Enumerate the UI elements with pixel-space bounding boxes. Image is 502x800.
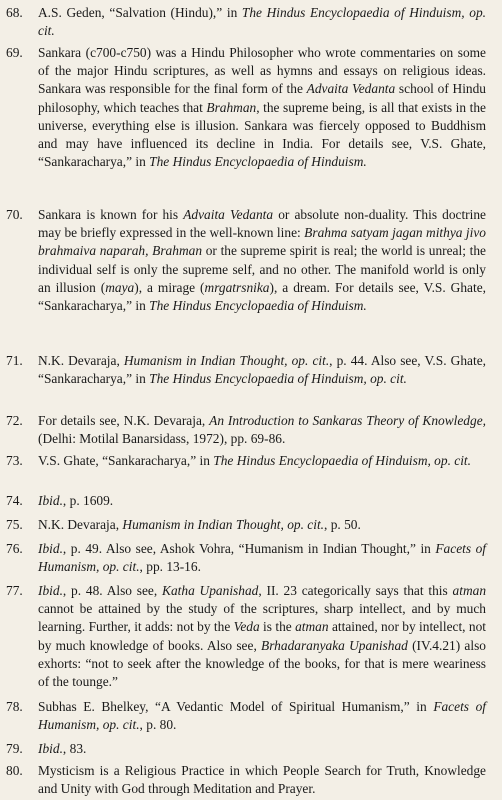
footnote-number: 77.: [6, 583, 23, 598]
footnote-number: 73.: [6, 453, 23, 468]
footnote-77: [6, 582, 496, 691]
footnote-text: Ibid., 83.: [38, 741, 87, 756]
footnote-text: Mysticism is a Religious Practice in which People Search for Truth, Knowledge and Unity with God through Meditation and Prayer.: [38, 763, 486, 797]
footnote-text: Ibid., p. 48. Also see, Katha Upanishad, II. 23 categorically says that this atman cannot be attained by the study of the scriptures, sharp intellect, and by much learning. Further, it adds: not by the Veda is the atman attained, nor by intellect, not by much knowledge of books. Also see, Brhadaranyaka Upanishad (IV.4.21) also exhorts: “not to seek after the knowledge of the books, for that is mere weariness of the tounge.”: [38, 583, 487, 690]
footnote-number: 76.: [6, 541, 23, 556]
footnote-text: N.K. Devaraja, Humanism in Indian Thought, op. cit., p. 44. Also see, V.S. Ghate, “Sankaracharya,” in The Hindus Encyclopaedia of Hinduism, op. cit.: [38, 353, 486, 387]
footnote-text: A.S. Geden, “Salvation (Hindu),” in The Hindus Encyclopaedia of Hinduism, op. cit.: [38, 5, 486, 39]
footnote-number: 75.: [6, 517, 23, 532]
footnote-text: V.S. Ghate, “Sankaracharya,” in The Hindus Encyclopaedia of Hinduism, op. cit.: [38, 453, 472, 468]
footnote-number: 74.: [6, 493, 23, 508]
footnote-number: 69.: [6, 45, 23, 60]
footnote-text: For details see, N.K. Devaraja, An Introduction to Sankaras Theory of Knowledge, (Delhi: Motilal Banarsidass, 1972), pp. 69-86.: [38, 413, 486, 447]
footnote-number: 68.: [6, 5, 23, 20]
footnote-number: 71.: [6, 353, 23, 368]
footnote-number: 80.: [6, 763, 23, 778]
footnote-number: 79.: [6, 741, 23, 756]
footnote-text: Ibid., p. 49. Also see, Ashok Vohra, “Humanism in Indian Thought,” in Facets of Humanism, op. cit., pp. 13-16.: [38, 541, 486, 575]
footnote-78: [6, 698, 496, 734]
footnote-text: Subhas E. Bhelkey, “A Vedantic Model of Spiritual Humanism,” in Facets of Humanism, op. cit., p. 80.: [38, 699, 487, 733]
footnote-text: Sankara is known for his Advaita Vedanta or absolute non-duality. This doctrine may be briefly expressed in the well-known line: Brahma satyam jagan mithya jivo brahmaiva naparah, Brahman or the supreme spirit is real; the world is unreal; the individual self is only the supreme self, and no other. The manifold world is only an illusion (maya), a mirage (mrgatrsnika), a dream. For details see, V.S. Ghate, “Sankaracharya,” in The Hindus Encyclopaedia of Hinduism.: [38, 207, 486, 314]
footnote-text: N.K. Devaraja, Humanism in Indian Thought, op. cit., p. 50.: [38, 517, 361, 532]
footnote-79: [6, 740, 496, 758]
footnote-number: 78.: [6, 699, 23, 714]
footnote-text: Sankara (c700-c750) was a Hindu Philosopher who wrote commentaries on some of the major Hindu scriptures, as well as hymns and essays on religious ideas. Sankara was responsible for the final form of the Advaita Vedanta school of Hindu philosophy, which teaches that Brahman, the supreme being, is all that exists in the universe, everything else is illusion. Sankara was fiercely opposed to Buddhism and may have influenced its decline in India. For details see, V.S. Ghate, “Sankaracharya,” in The Hindus Encyclopaedia of Hinduism.: [38, 45, 486, 170]
footnote-number: 72.: [6, 413, 23, 428]
footnote-text: Ibid., p. 1609.: [38, 493, 114, 508]
footnote-number: 70.: [6, 207, 23, 222]
footnote-80: [6, 762, 496, 798]
